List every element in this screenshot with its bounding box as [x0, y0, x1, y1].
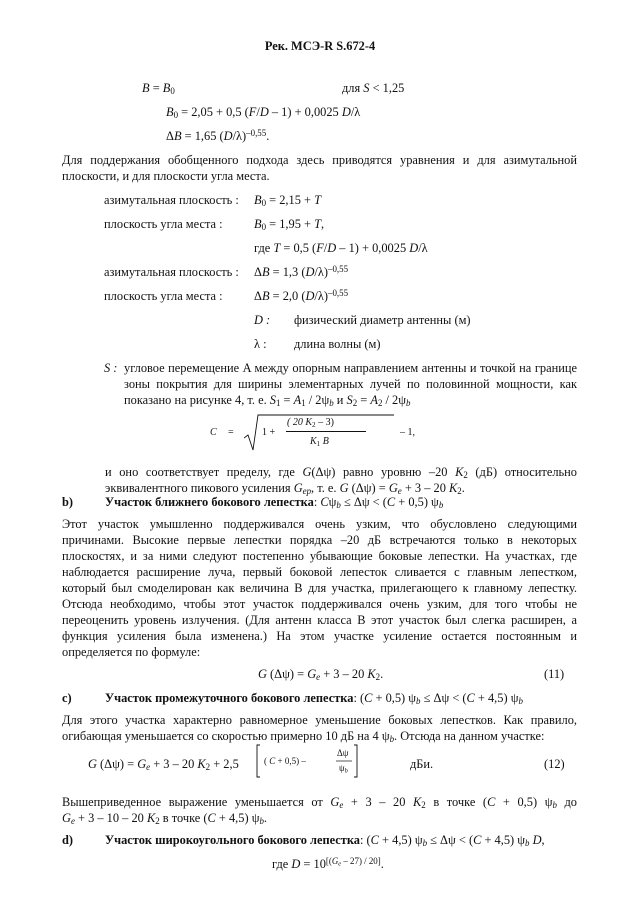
az1-label: азимутальная плоскость : [104, 193, 239, 207]
s-definition: угловое перемещение A между опорным направлением антенны и точкой на границе зоны покрытия для ширины элементарных лучей по половинной мощности, как показано на рисунке 4, т. е. $S_1 = A_1 / 2\psi_b$ и $S_2 = A_2 / 2\psi_b$ [124, 361, 577, 409]
intro-paragraph: Для поддержания обобщенного подхода здесь приводятся уравнения и для азимутальной плоскости, и для плоскости угла места. [62, 153, 577, 183]
equation-b-condition: для S < 1,25 [342, 81, 405, 95]
section-d-label: d) [62, 833, 74, 847]
equation-12-number: (12) [544, 757, 565, 771]
document-page: Рек. МСЭ-R S.672-4 $B = B_0$ для S < 1,25 $B_0 = 2,05 + 0,5$ (F/D – 1) + 0,0025 D/λ ΔB = 1,65 $(D/\lambda)^{-0,55}$. Для поддержания обобщенного подхода здесь приводятся уравнения и для азимутальной плоскости, и для плоскости угла места. азимутальная плоскость : $B_0 = 2,15 + T$ плоскость угла места : $B_0 = 1,95 + T$, где T = 0,5 (F/D – 1) + 0,0025 D/λ азимутальная плоскость : ΔB = 1,3 $(D/\lambda)^{-0,55}$ плоскость угла места : ΔB = 2,0 $(D/\lambda)^{-0,55}$ D : физический диаметр антенны (м) λ : длина волны (м) S : угловое перемещение A между опорным направлением антенны и точкой на границе зоны покрытия для ширины элементарных лучей по половинной мощности, как показано на рисунке 4, т. е. $S_1 = A_1 / 2\psi_b$ и $S_2 = A_2 / 2\psi_b$ C = 1 + ( 20 $K_2 - 3$) $K_1$ B – 1, и оно соответствует пределу, где G(Δψ) равно уровню –20 $K_2$ (дБ) относительно эквивалентного пикового усиления $G_{ep}$, т. е. G $(\Delta\psi) = G_e + 3 - 20$ $K_2$. b) Участок ближнего бокового лепестка: $C\psi_b \le \Delta\psi < (C + 0,5)$ $\psi_b$ Этот участок умышленно поддерживался очень узким, что обусловлено следующими причинами. Высокие первые лепестки порядка –20 дБ встречаются только в некоторых плоскостях, и за ними следуют постепенно убывающие боковые лепестки. На участках, где наблюдается расширение луча, первый боковой лепесток сливается с главным лепестком, который был смоделирован как величина B для участка, прилегающего к главному лепестку. Отсюда необходимо, чтобы этот участок поддерживался очень узким, для того чтобы не переоценить уровень излучения. (Для антенн класса B этот участок был слегка расширен, а функция усиления была изменена.) На этом участке усиление остается постоянным и определяется по формуле: G $(\Delta\psi) = G_e + 3 - 20$ $K_2$. (11) c) Участок промежуточного бокового лепестка: (C + 0,5) $\psi_b \le \Delta\psi < (C + 4,5)$ $\psi_b$ Для этого участка характерно равномерное уменьшение боковых лепестков. Как правило, огибающая уменьшается со скоростью примерно 10 дБ на 4 $\psi_b$. Отсюда на данном участке: G $(\Delta\psi) = G_e + 3 - 20$ $K_2 + 2,5$ ( C + 0,5) – Δψ $\psi_b$ дБи. (12) Вышеприведенное выражение уменьшается от $G_e + 3 - 20$ $K_2$ в точке (C + 0,5) $\psi_b$ до $G_e + 3 - 10 - 20$ $K_2$ в точке (C + 4,5) $\psi_b$. d) Участок широкоугольного бокового лепестка: (C + 4,5) $\psi_b \le \Delta\psi < (C + 4,5)$ $\psi_b$ D, где D = 10[(Ge – 27) / 20]. [0, 0, 640, 905]
equation-12-bracket: ( C + 0,5) – Δψ $\psi_b$ [256, 744, 358, 778]
section-b-heading: Участок ближнего бокового лепестка: $C\psi_b \le \Delta\psi < (C + 0,5)$ $\psi_b$ [105, 495, 444, 511]
equation-11-number: (11) [544, 667, 565, 681]
el2-equation: ΔB = 2,0 $(D/\lambda)^{-0,55}$ [254, 287, 349, 303]
section-c-paragraph: Для этого участка характерно равномерное уменьшение боковых лепестков. Как правило, огибающая уменьшается со скоростью примерно 10 дБ на 4 $\psi_b$. Отсюда на данном участке: [62, 713, 577, 745]
d-symbol: D : [254, 313, 271, 327]
equation-b0: $B_0 = 2,05 + 0,5$ (F/D – 1) + 0,0025 D/λ [166, 105, 361, 121]
section-c-label: c) [62, 691, 72, 705]
el1-label: плоскость угла места : [104, 217, 223, 231]
section-d-heading: Участок широкоугольного бокового лепестка: (C + 4,5) $\psi_b \le \Delta\psi < (C + 4,5)$ $\psi_b$ D, [105, 833, 545, 849]
lambda-symbol: λ : [254, 337, 267, 351]
equation-12: G $(\Delta\psi) = G_e + 3 - 20$ $K_2 + 2,5$ [88, 757, 239, 773]
t-definition: где T = 0,5 (F/D – 1) + 0,0025 D/λ [254, 241, 428, 255]
s-symbol: S : [104, 361, 118, 375]
equation-delta-b: ΔB = 1,65 $(D/\lambda)^{-0,55}$. [166, 127, 270, 143]
equation-11: G $(\Delta\psi) = G_e + 3 - 20$ $K_2$. [258, 667, 384, 683]
section-b-label: b) [62, 495, 74, 509]
section-b-paragraph: Этот участок умышленно поддерживался очень узким, что обусловлено следующими причинами. Высокие первые лепестки порядка –20 дБ встречаются только в некоторых плоскостях, и за ними следуют постепенно убывающие боковые лепестки. На участках, где наблюдается расширение луча, первый боковой лепесток сливается с главным лепестком, который был смоделирован как величина B для участка, прилегающего к главному лепестку. Отсюда необходимо, чтобы этот участок поддерживался очень узким, для того чтобы не переоценить уровень излучения. (Для антенн класса B этот участок был слегка расширен, а функция усиления была изменена.) На этом участке усиление остается постоянным и определяется по формуле: [62, 517, 577, 659]
section-c-after: Вышеприведенное выражение уменьшается от $G_e + 3 - 20$ $K_2$ в точке (C + 0,5) $\psi_b$ до $G_e + 3 - 10 - 20$ $K_2$ в точке (C + 4,5) $\psi_b$. [62, 795, 577, 827]
lambda-description: длина волны (м) [294, 337, 381, 351]
page-header: Рек. МСЭ-R S.672-4 [264, 39, 376, 53]
correspondence-paragraph: и оно соответствует пределу, где G(Δψ) равно уровню –20 $K_2$ (дБ) относительно эквивалентного пикового усиления $G_{ep}$, т. е. G $(\Delta\psi) = G_e + 3 - 20$ $K_2$. [105, 465, 577, 497]
el2-label: плоскость угла места : [104, 289, 223, 303]
d-definition: где D = 10[(Ge – 27) / 20]. [272, 855, 384, 871]
el1-equation: $B_0 = 1,95 + T$, [254, 217, 325, 233]
equation-12-unit: дБи. [410, 757, 434, 771]
az1-equation: $B_0 = 2,15 + T$ [254, 193, 321, 209]
section-c-heading: Участок промежуточного бокового лепестка: (C + 0,5) $\psi_b \le \Delta\psi < (C + 4,5)$ $\psi_b$ [105, 691, 523, 707]
az2-equation: ΔB = 1,3 $(D/\lambda)^{-0,55}$ [254, 263, 349, 279]
az2-label: азимутальная плоскость : [104, 265, 239, 279]
d-description: физический диаметр антенны (м) [294, 313, 471, 327]
equation-b: $B = B_0$ [142, 81, 175, 97]
